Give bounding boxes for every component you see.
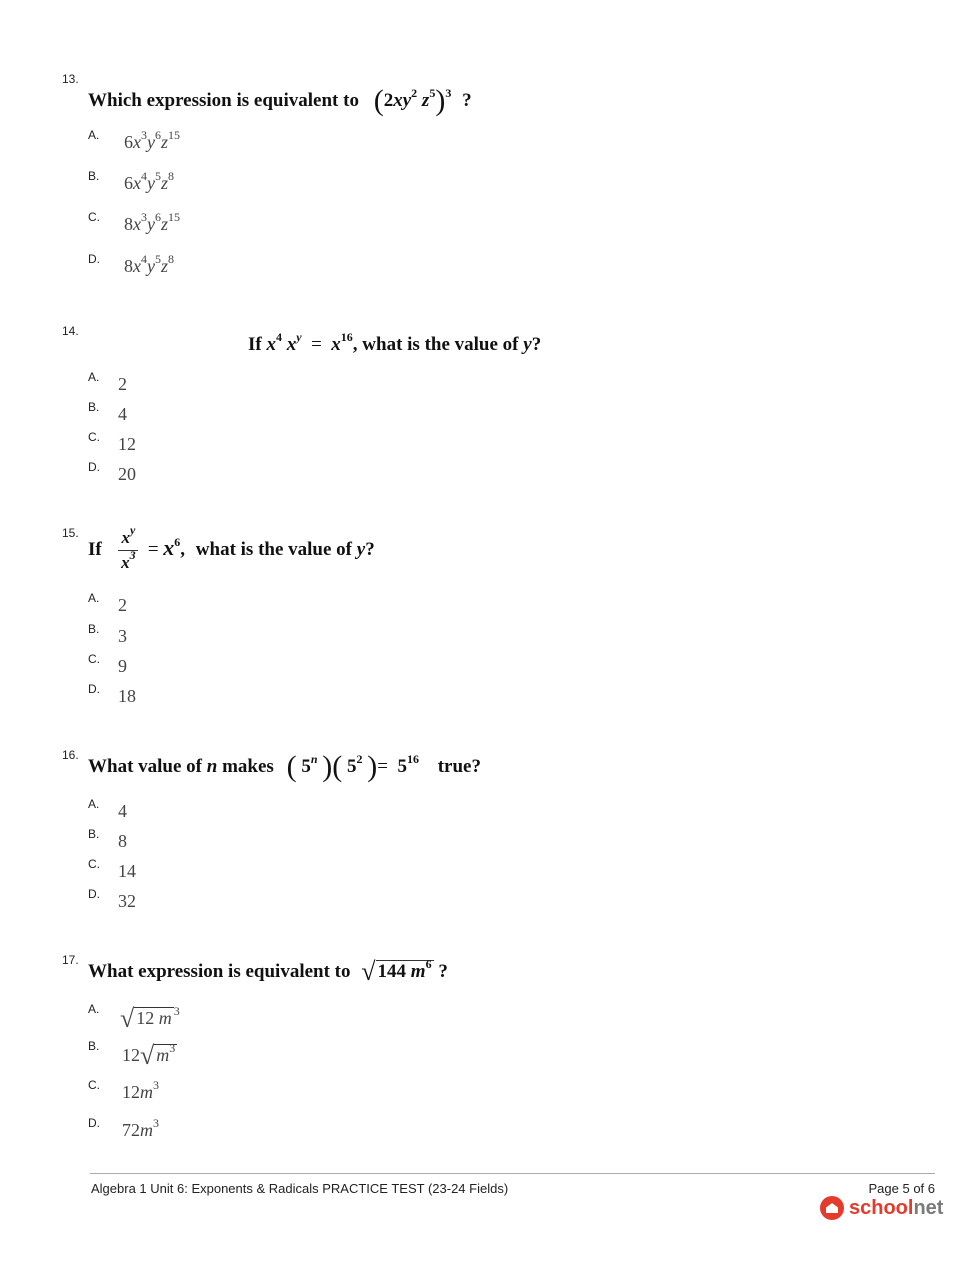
answer-option[interactable]: B. 12√ $m^3$ <box>88 1039 176 1070</box>
home-icon <box>820 1196 844 1220</box>
answer-option[interactable]: C. 12 <box>88 430 136 454</box>
answer-option[interactable]: D. $8x^4y^5z^8$ <box>88 252 175 276</box>
answer-option[interactable]: A. 2 <box>88 370 127 394</box>
answer-option[interactable]: B. $6x^4y^5z^8$ <box>88 169 175 193</box>
answer-option[interactable]: D. 20 <box>88 460 136 484</box>
answer-option[interactable]: D. 18 <box>88 682 136 706</box>
answer-option[interactable]: C. 9 <box>88 652 127 676</box>
question-stem: If $\frac{x^y}{x^3}$ = $x^6$, what is the value of y? <box>88 523 375 572</box>
answer-option[interactable]: C. 14 <box>88 857 136 881</box>
answer-option[interactable]: B. 8 <box>88 827 127 851</box>
question-stem: Which expression is equivalent to ($2xy^2$ $z^5)^3$ ? <box>88 84 472 117</box>
question-stem: If $x^4$ $x^y = x^{16}$, what is the value of y? <box>248 330 542 355</box>
question-number: 14. <box>62 324 79 338</box>
question-stem: What value of n makes ( 5$^n$ )( $5^2$ )= $5^{16}$ true? <box>88 750 481 783</box>
footer-divider <box>90 1173 935 1174</box>
math-expression: $\frac{x^y}{x^3}$ = $x^6$, <box>118 528 185 573</box>
question-stem: What expression is equivalent to √ 144 $m^6$ ? <box>88 957 448 986</box>
page-number: Page 5 of 6 <box>868 1181 935 1196</box>
answer-option[interactable]: A. 4 <box>88 797 127 821</box>
answer-option[interactable]: D. 32 <box>88 887 136 911</box>
footer-title: Algebra 1 Unit 6: Exponents & Radicals PRACTICE TEST (23-24 Fields) <box>91 1181 509 1196</box>
answer-option[interactable]: A. $6x^3y^6z^{15}$ <box>88 128 181 152</box>
answer-option[interactable]: C. $12m^3$ <box>88 1078 159 1102</box>
answer-option[interactable]: C. $8x^3y^6z^{15}$ <box>88 210 181 234</box>
question-number: 17. <box>62 953 79 967</box>
answer-option[interactable]: B. 3 <box>88 622 127 646</box>
math-expression: ($2xy^2$ $z^5)^3$ <box>373 84 452 117</box>
question-number: 15. <box>62 526 79 540</box>
schoolnet-logo: schoolnet <box>820 1194 943 1222</box>
answer-option[interactable]: B. 4 <box>88 400 127 424</box>
answer-option[interactable]: A. 2 <box>88 591 127 615</box>
answer-option[interactable]: D. $72m^3$ <box>88 1116 159 1140</box>
answer-option[interactable]: A. √ 12 m $^3$ <box>88 1002 180 1033</box>
math-expression: $x^4$ $x^y = x^{16}$ <box>266 330 353 355</box>
math-expression: √ 144 $m^6$ <box>361 957 432 986</box>
question-number: 16. <box>62 748 79 762</box>
question-number: 13. <box>62 72 79 86</box>
math-expression: ( 5$^n$ )( $5^2$ )= $5^{16}$ <box>286 750 419 783</box>
